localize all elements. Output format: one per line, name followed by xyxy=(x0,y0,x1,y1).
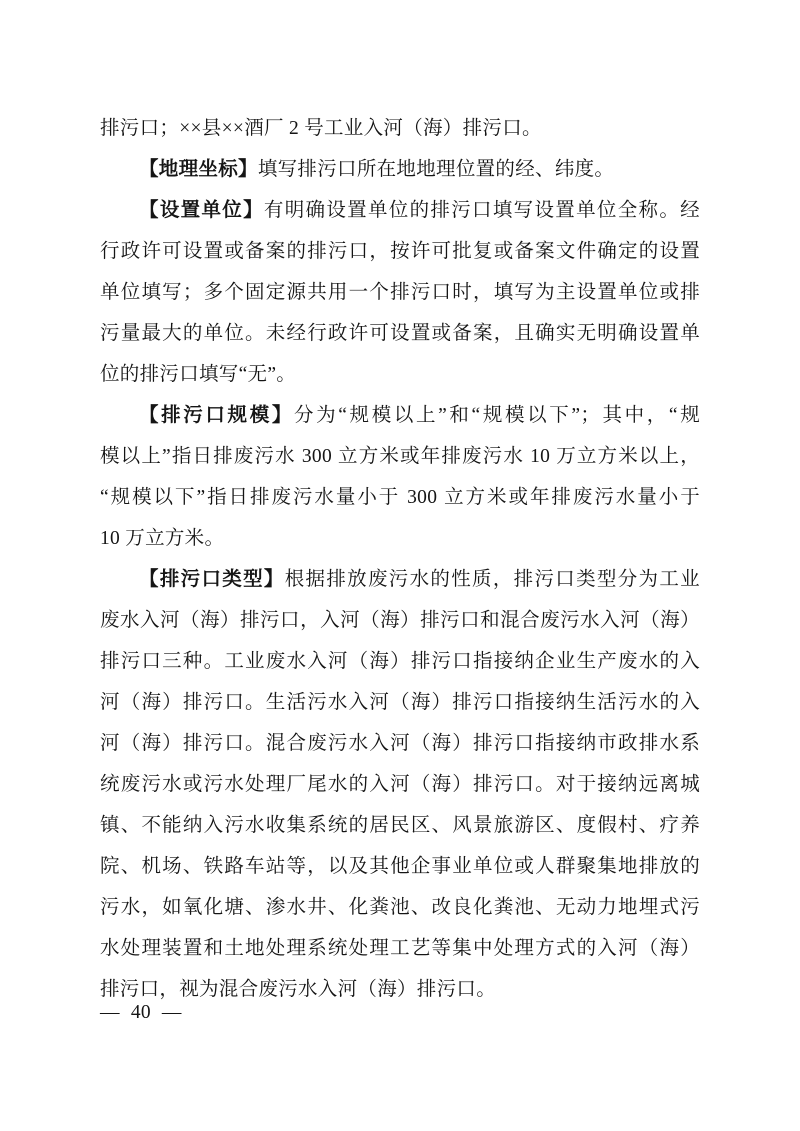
section-heading-label: 【地理坐标】 xyxy=(139,159,258,180)
text-line xyxy=(100,846,700,887)
text-segment: 河（海）排污口。生活污水入河（海）排污口指接纳生活污水的入 xyxy=(100,692,700,713)
text-segment: 水处理装置和土地处理系统处理工艺等集中处理方式的入河（海） xyxy=(100,938,700,959)
text-segment: “规模以下”指日排废污水量小于 300 立方米或年排废污水量小于 xyxy=(100,487,700,508)
page-number: 40 xyxy=(130,1002,151,1023)
section-heading-label: 【排污口规模】 xyxy=(139,405,294,426)
text-line xyxy=(100,805,700,846)
text-segment: 有明确设置单位的排污口填写设置单位全称。经 xyxy=(263,200,700,221)
text-line xyxy=(100,149,700,190)
text-segment: 填写排污口所在地地理位置的经、纬度。 xyxy=(257,159,615,180)
text-line xyxy=(100,600,700,641)
text-line xyxy=(100,436,700,477)
text-line xyxy=(100,928,700,969)
text-segment: 分为“规模以上”和“规模以下”；其中，“规 xyxy=(293,405,700,426)
text-segment: 单位填写；多个固定源共用一个排污口时，填写为主设置单位或排 xyxy=(100,282,700,303)
text-line xyxy=(100,682,700,723)
text-line xyxy=(100,518,700,559)
text-line xyxy=(100,723,700,764)
text-line xyxy=(100,272,700,313)
page-footer xyxy=(100,999,182,1027)
text-line xyxy=(100,395,700,436)
section-heading-label: 【设置单位】 xyxy=(139,200,264,221)
text-line xyxy=(100,354,700,395)
text-segment: 废水入河（海）排污口，入河（海）排污口和混合废污水入河（海） xyxy=(100,610,700,631)
text-line xyxy=(100,887,700,928)
text-line xyxy=(100,231,700,272)
text-segment: 污量最大的单位。未经行政许可设置或备案，且确实无明确设置单 xyxy=(100,323,700,344)
text-line xyxy=(100,641,700,682)
text-segment: 镇、不能纳入污水收集系统的居民区、风景旅游区、度假村、疗养 xyxy=(100,815,700,836)
text-line xyxy=(100,764,700,805)
text-line xyxy=(100,477,700,518)
footer-left-dash: — xyxy=(100,1002,120,1023)
text-line xyxy=(100,190,700,231)
text-segment: 根据排放废污水的性质，排污口类型分为工业 xyxy=(284,569,700,590)
document-body xyxy=(100,108,700,1010)
text-line xyxy=(100,108,700,149)
text-segment: 院、机场、铁路车站等，以及其他企事业单位或人群聚集地排放的 xyxy=(100,856,700,877)
text-segment: 排污口，视为混合废污水入河（海）排污口。 xyxy=(100,979,497,1000)
text-segment: 污水，如氧化塘、渗水井、化粪池、改良化粪池、无动力地埋式污 xyxy=(100,897,700,918)
text-segment: 10 万立方米。 xyxy=(100,528,225,549)
text-segment: 位的排污口填写“无”。 xyxy=(100,364,297,385)
text-segment: 排污口三种。工业废水入河（海）排污口指接纳企业生产废水的入 xyxy=(100,651,700,672)
footer-right-dash: — xyxy=(161,1002,182,1023)
text-line xyxy=(100,969,700,1010)
text-segment: 统废污水或污水处理厂尾水的入河（海）排污口。对于接纳远离城 xyxy=(100,774,700,795)
section-heading-label: 【排污口类型】 xyxy=(139,569,285,590)
text-segment: 模以上”指日排废污水 300 立方米或年排废污水 10 万立方米以上， xyxy=(100,446,700,467)
text-segment: 河（海）排污口。混合废污水入河（海）排污口指接纳市政排水系 xyxy=(100,733,700,754)
text-segment: 行政许可设置或备案的排污口，按许可批复或备案文件确定的设置 xyxy=(100,241,700,262)
text-segment: 排污口；××县××酒厂 2 号工业入河（海）排污口。 xyxy=(100,118,542,139)
text-line xyxy=(100,313,700,354)
text-line xyxy=(100,559,700,600)
